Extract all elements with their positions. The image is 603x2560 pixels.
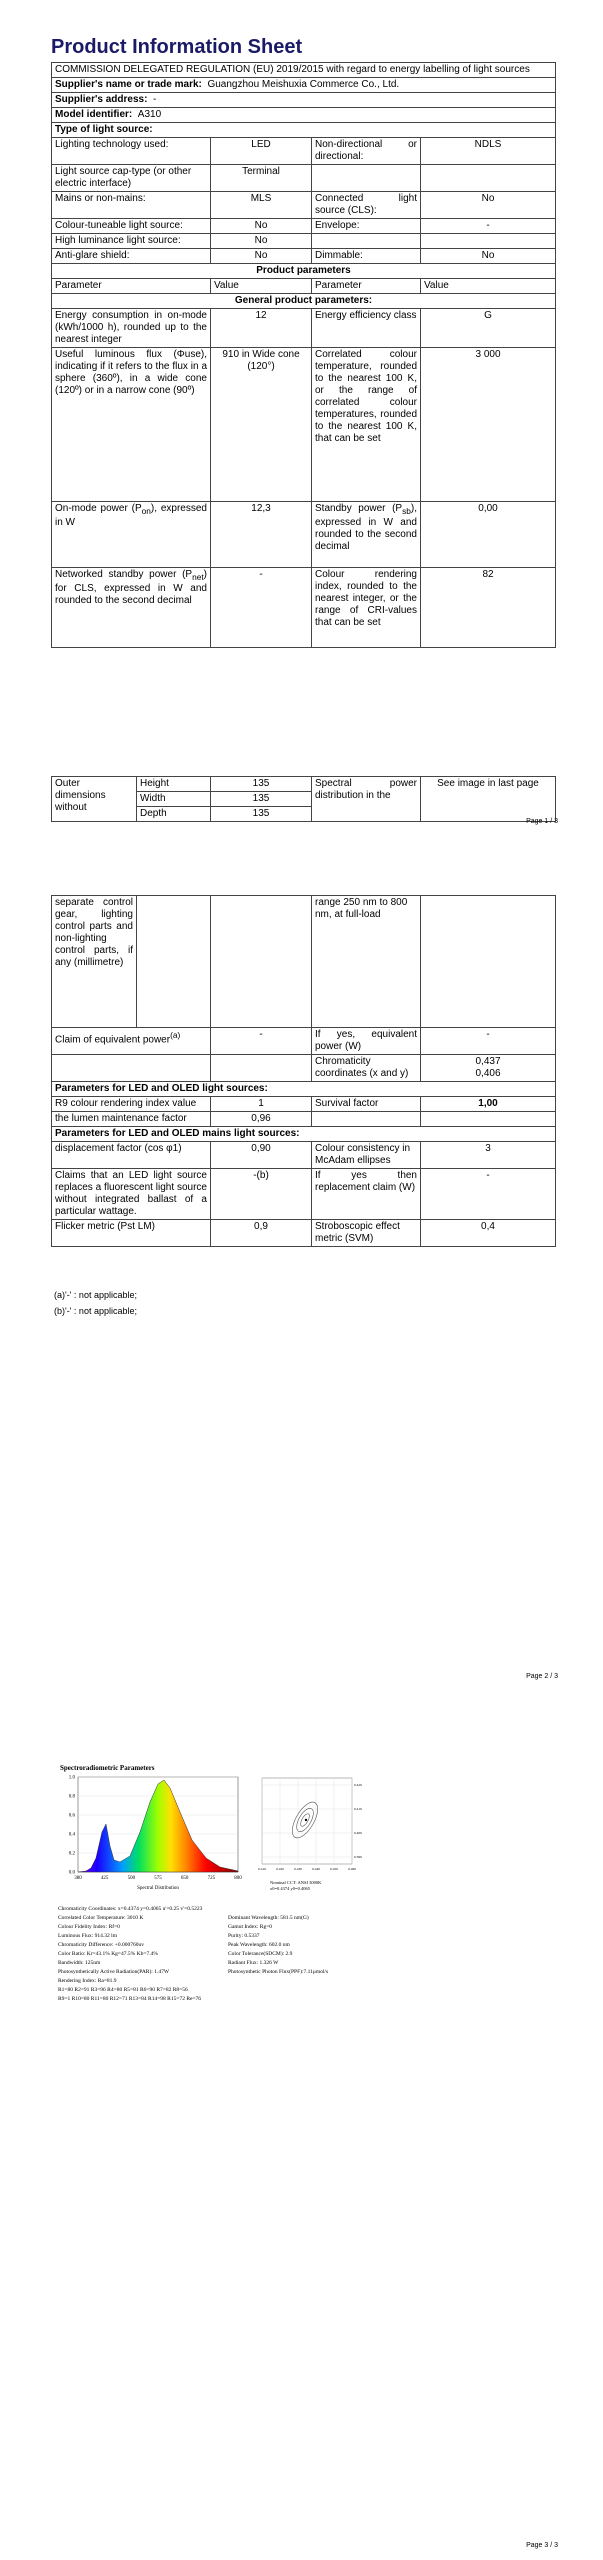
spectro-param-row xyxy=(58,1941,398,1950)
flicker-value: 0,9 xyxy=(211,1220,312,1247)
outer-dimensions-table xyxy=(51,776,556,822)
spectro-param-row xyxy=(58,1923,398,1932)
spectro-param: Purity: 0.5337 xyxy=(228,1933,260,1939)
cri-value: 82 xyxy=(421,568,556,648)
lighting-tech-label: Lighting technology used: xyxy=(52,138,211,165)
spectro-param: R9=1 R10=80 R11=80 R12=71 R13=84 R14=98 R15=72 Re=76 xyxy=(58,1996,202,2002)
envelope-value: - xyxy=(421,219,556,234)
spectral-y-tick: 0.6 xyxy=(68,1813,75,1819)
energy-consumption-value: 12 xyxy=(211,309,312,348)
spectro-param: Chromaticity Coordinates: x=0.4374 y=0.4065 u'=0.25 v'=0.5223 xyxy=(58,1906,203,1912)
cie-x-tick: 0.440 xyxy=(312,1867,320,1871)
spectro-param: Bandwidth: 125nm xyxy=(58,1960,101,1966)
led-oled-mains-header: Parameters for LED and OLED mains light sources: xyxy=(52,1127,556,1142)
param-header-2: Parameter xyxy=(312,279,421,294)
standby-value: 0,00 xyxy=(421,502,556,568)
survival-label: Survival factor xyxy=(312,1097,421,1112)
cct-label: Correlated colour temperature, rounded to the nearest 100 K, or the range of correlated colour temperatures, rounded to the nearest 100 K, that can be set xyxy=(312,348,421,502)
spectro-param: Luminous Flux: 914.32 lm xyxy=(58,1933,117,1939)
flicker-label: Flicker metric (Pst LM) xyxy=(52,1220,211,1247)
colour-tuneable-label: Colour-tuneable light source: xyxy=(52,219,211,234)
mains-value: MLS xyxy=(211,192,312,219)
luminous-flux-label: Useful luminous flux (Φuse), indicating if it refers to the flux in a sphere (360º), in a wide cone (120º) or in a narrow cone (90º) xyxy=(52,348,211,502)
equiv-claim-label: Claim of equivalent power$^{(a)}$ xyxy=(52,1028,211,1055)
general-params-header: General product parameters: xyxy=(52,294,556,309)
spectro-param: Dominant Wavelength: 581.5 nm(G) xyxy=(228,1915,309,1921)
cie-x-tick: 0.410 xyxy=(258,1867,266,1871)
cie-caption: Nominal CCT: ANSI 3000K x0=0.4374 y0=0.4065 xyxy=(270,1880,322,1891)
spectro-param: Gamut Index: Rg=0 xyxy=(228,1924,273,1930)
displacement-value: 0,90 xyxy=(211,1142,312,1169)
on-mode-power-label: On-mode power $(P_{on})$, expressed in W xyxy=(52,502,211,568)
spectral-x-tick: 425 xyxy=(100,1876,109,1881)
page-2 xyxy=(0,835,603,1690)
spectro-param: Photosynthetically Active Radiation(PAR): 1.47W xyxy=(58,1969,170,1975)
non-directional-value: NDLS xyxy=(421,138,556,165)
replacement-claim-label: If yes then replacement claim (W) xyxy=(312,1169,421,1220)
envelope-label: Envelope: xyxy=(312,219,421,234)
depth-label: Depth xyxy=(137,807,211,822)
networked-standby-label: Networked standby power $(P_{net})$ for CLS, expressed in W and rounded to the second decimal xyxy=(52,568,211,648)
displacement-label: displacement factor (cos φ1) xyxy=(52,1142,211,1169)
value-header-2: Value xyxy=(421,279,556,294)
stroboscopic-value: 0,4 xyxy=(421,1220,556,1247)
spectral-x-tick: 575 xyxy=(154,1876,162,1881)
non-directional-label: Non-directional or directional: xyxy=(312,138,421,165)
regulation-text: COMMISSION DELEGATED REGULATION (EU) 2019/2015 with regard to energy labelling of light sources xyxy=(52,63,556,78)
page-number-3: Page 3 / 3 xyxy=(526,2542,558,2549)
colour-consistency-label: Colour consistency in McAdam ellipses xyxy=(312,1142,421,1169)
footnote-a: (a)'-' : not applicable; xyxy=(54,1290,137,1300)
spectro-param: Chromaticity Difference: +0.000760uv xyxy=(58,1942,144,1948)
energy-class-value: G xyxy=(421,309,556,348)
cie-x-tick: 0.460 xyxy=(348,1867,356,1871)
width-value: 135 xyxy=(211,792,312,807)
page-1 xyxy=(0,0,603,835)
stroboscopic-label: Stroboscopic effect metric (SVM) xyxy=(312,1220,421,1247)
dimmable-value: No xyxy=(421,249,556,264)
cri-label: Colour rendering index, rounded to the nearest integer, or the range of CRI-values that can be set xyxy=(312,568,421,648)
spectro-param: R1=80 R2=91 R3=96 R4=80 R5=81 R6=90 R7=82 R8=56 xyxy=(58,1987,188,1993)
spectral-x-tick: 380 xyxy=(74,1876,82,1881)
spectral-value: See image in last page xyxy=(421,777,556,822)
connected-label: Connected light source (CLS): xyxy=(312,192,421,219)
spectrum-curve xyxy=(78,1780,238,1872)
supplier-name-row: Supplier's name or trade mark: Guangzhou Meishuxia Commerce Co., Ltd. xyxy=(52,78,556,93)
cie-y-tick: 0.400 xyxy=(354,1831,362,1836)
cie-x-tick: 0.450 xyxy=(330,1867,338,1871)
spectral-x-tick: 650 xyxy=(180,1876,189,1881)
model-row: Model identifier: A310 xyxy=(52,108,556,123)
spectro-param: Correlated Color Temperature: 3010 K xyxy=(58,1915,144,1921)
spectral-label: Spectral power distribution in the xyxy=(312,777,421,822)
connected-value: No xyxy=(421,192,556,219)
energy-consumption-label: Energy consumption in on-mode (kWh/1000 h), rounded up to the nearest integer xyxy=(52,309,211,348)
equiv-claim-value: - xyxy=(211,1028,312,1055)
colour-tuneable-value: No xyxy=(211,219,312,234)
on-mode-power-value: 12,3 xyxy=(211,502,312,568)
param-header-1: Parameter xyxy=(52,279,211,294)
standby-label: Standby power $(P_{sb})$, expressed in W and rounded to the second decimal xyxy=(312,502,421,568)
energy-class-label: Energy efficiency class xyxy=(312,309,421,348)
measured-point xyxy=(305,1819,307,1821)
outer-dims-label: Outer dimensions without xyxy=(52,777,137,822)
cie-y-tick: 0.410 xyxy=(354,1807,362,1812)
spectro-param: Rendering Index: Ra=81.9 xyxy=(58,1978,117,1984)
spectro-param: Color Ratio: Kr=43.1% Kg=47.5% Kb=7.4% xyxy=(58,1951,158,1957)
spectro-param-row xyxy=(58,1905,398,1914)
high-lum-label: High luminance light source: xyxy=(52,234,211,249)
document-title: Product Information Sheet xyxy=(51,36,303,58)
spectral-distribution-chart xyxy=(58,1772,248,1892)
product-parameters-header: Product parameters xyxy=(52,264,556,279)
spectral-continued: range 250 nm to 800 nm, at full-load xyxy=(312,896,421,1028)
page-number-1: Page 1 / 3 xyxy=(526,818,558,825)
mains-label: Mains or non-mains: xyxy=(52,192,211,219)
product-info-table-continued xyxy=(51,895,556,1247)
spectral-x-caption: Spectral Distribution xyxy=(137,1886,179,1891)
spectral-y-tick: 0.0 xyxy=(68,1870,75,1876)
spectro-params xyxy=(58,1905,398,2004)
spectro-param-row xyxy=(58,1986,398,1995)
colour-consistency-value: 3 xyxy=(421,1142,556,1169)
claims-replace-value: -(b) xyxy=(211,1169,312,1220)
page-3 xyxy=(0,1690,603,2560)
cie-x-tick: 0.420 xyxy=(276,1867,284,1871)
height-value: 135 xyxy=(211,777,312,792)
footnote-b: (b)'-' : not applicable; xyxy=(54,1306,137,1316)
value-header-1: Value xyxy=(211,279,312,294)
spectro-param-row xyxy=(58,1932,398,1941)
cie-y-tick: 0.390 xyxy=(354,1855,362,1860)
spectro-title: Spectroradiometric Parameters xyxy=(60,1764,155,1772)
spectral-y-tick: 0.8 xyxy=(68,1794,75,1800)
spectro-param-row xyxy=(58,1959,398,1968)
spectro-param: Peak Wavelength: 602.0 nm xyxy=(228,1942,290,1948)
outer-dims-continued: separate control gear, lighting control parts and non-lighting control parts, if any (millimetre) xyxy=(52,896,137,1028)
networked-standby-value: - xyxy=(211,568,312,648)
anti-glare-label: Anti-glare shield: xyxy=(52,249,211,264)
cie-x-tick: 0.430 xyxy=(294,1867,302,1871)
cap-type-label: Light source cap-type (or other electric interface) xyxy=(52,165,211,192)
spectral-x-tick: 725 xyxy=(207,1876,216,1881)
spectro-param-row xyxy=(58,1968,398,1977)
spectral-x-tick: 500 xyxy=(127,1876,136,1881)
height-label: Height xyxy=(137,777,211,792)
spectral-y-tick: 0.2 xyxy=(68,1851,75,1857)
spectro-param: Colour Fidelity Index: Rf=0 xyxy=(58,1924,120,1930)
footnotes xyxy=(54,1287,137,1319)
spectro-param-row xyxy=(58,1995,398,2004)
lumen-maint-value: 0,96 xyxy=(211,1112,312,1127)
product-info-table xyxy=(51,62,556,648)
supplier-address-row: Supplier's address: - xyxy=(52,93,556,108)
width-label: Width xyxy=(137,792,211,807)
claims-replace-label: Claims that an LED light source replaces a fluorescent light source without integrated ballast of a particular wattage. xyxy=(52,1169,211,1220)
type-label: Type of light source: xyxy=(52,123,556,138)
chromaticity-diagram xyxy=(250,1770,360,1880)
page-number-2: Page 2 / 3 xyxy=(526,1673,558,1680)
high-lum-value: No xyxy=(211,234,312,249)
cie-frame xyxy=(262,1778,352,1864)
lighting-tech-value: LED xyxy=(211,138,312,165)
anti-glare-value: No xyxy=(211,249,312,264)
spectro-param-row xyxy=(58,1914,398,1923)
depth-value: 135 xyxy=(211,807,312,822)
cct-value: 3 000 xyxy=(421,348,556,502)
cie-y-tick: 0.420 xyxy=(354,1783,362,1788)
cap-type-value: Terminal xyxy=(211,165,312,192)
spectro-param-row xyxy=(58,1977,398,1986)
spectral-x-tick: 800 xyxy=(234,1876,242,1881)
luminous-flux-value: 910 in Wide cone (120°) xyxy=(211,348,312,502)
equiv-power-value: - xyxy=(421,1028,556,1055)
survival-value: 1,00 xyxy=(421,1097,556,1112)
spectro-param: Photosynthetic Photon Flux(PPF):7.11μmol/s xyxy=(228,1969,329,1975)
r9-value: 1 xyxy=(211,1097,312,1112)
spectral-y-tick: 0.4 xyxy=(68,1832,75,1838)
spectro-param: Radiant Flux: 1.326 W xyxy=(228,1960,279,1966)
spectro-param: Color Tolerance(SDCM): 2.9 xyxy=(228,1951,293,1957)
spectral-y-tick: 1.0 xyxy=(68,1775,75,1781)
equiv-power-label: If yes, equivalent power (W) xyxy=(312,1028,421,1055)
lumen-maint-label: the lumen maintenance factor xyxy=(52,1112,211,1127)
chromaticity-label: Chromaticity coordinates (x and y) xyxy=(312,1055,421,1082)
r9-label: R9 colour rendering index value xyxy=(52,1097,211,1112)
replacement-claim-value: - xyxy=(421,1169,556,1220)
dimmable-label: Dimmable: xyxy=(312,249,421,264)
spectro-param-row xyxy=(58,1950,398,1959)
chromaticity-value: 0,437 0,406 xyxy=(421,1055,556,1082)
led-oled-header: Parameters for LED and OLED light sources: xyxy=(52,1082,556,1097)
